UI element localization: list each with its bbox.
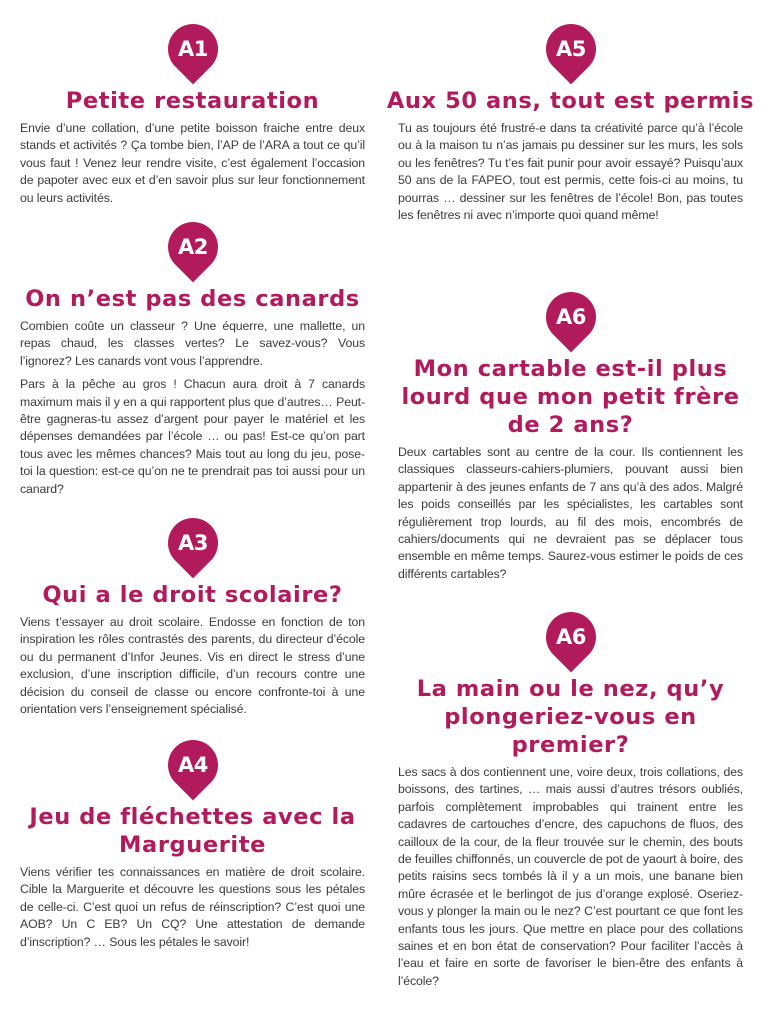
activity-description: Combien coûte un classeur ? Une équerre, une mallette, un repas chaud, les classes vertes? Le savez-vous? Vous l’ignorez? Les canards vont vous l’apprendre. (20, 319, 365, 368)
activity-title: Mon cartable est-il plus lourd que mon petit frère de 2 ans? (401, 356, 740, 438)
activity-a5 (386, 24, 755, 230)
activity-badge: A2 (177, 235, 208, 259)
activity-badge: A6 (555, 305, 586, 329)
activity-a6-cartable (398, 292, 743, 589)
location-pin-icon (157, 508, 228, 579)
activity-title: La main ou le nez, qu’y plongeriez-vous en premier? (416, 676, 725, 758)
location-pin-icon (535, 14, 606, 85)
location-pin-icon (157, 730, 228, 801)
activity-title: Aux 50 ans, tout est permis (386, 88, 755, 114)
activity-a6-main-nez (398, 612, 743, 996)
location-pin-icon (535, 282, 606, 353)
activity-description: Deux cartables sont au centre de la cour. Ils contiennent les classiques classeurs-cahiers-plumiers, pouvant aussi bien appartenir à des jeunes enfants de 7 ans qu’à des ados. Malgré les poids conseillés par les spécialistes, les cartables sont régulièrement trop lourds, au fil des mois, encombrés de cahiers/documents qui ne devraient pas se déplacer tous ensemble en même temps. Saurez-vous estimer le poids de ces différents cartables? (398, 445, 743, 581)
activity-badge: A3 (177, 531, 208, 555)
activity-description: Envie d’une collation, d’une petite boisson fraiche entre deux stands et activités ? Ça tombe bien, l’AP de l’ARA a tout ce qu’il vous faut ! Venez leur rendre visite, c’est également l’occasion de papoter avec eux et d’en savoir plus sur leur fonctionnement ou leurs activités. (20, 121, 365, 205)
location-pin-icon (157, 14, 228, 85)
activity-title: On n’est pas des canards (25, 286, 360, 312)
activity-title: Qui a le droit scolaire? (42, 582, 343, 608)
activity-description: Les sacs à dos contiennent une, voire deux, trois collations, des boissons, des tartines, … mais aussi d’autres trésors oubliés, parfois complètement improbables qui trainent entre les cadavres de cartouches d’encre, des capuchons de fluos, des cailloux de la cour, de la fleur trouvée sur le chemin, des bouts de feuilles chiffonnés, un couvercle de pot de yaourt à boire, des petits raisins secs tombés là il y a un mois, une banane bien mûre écrasée et le berlingot de jus d’orange explosé. Oseriez-vous y plonger la main ou le nez? C’est pourtant ce que font les enfants tous les jours. Que mettre en place pour des collations saines et en bon état de conservation? Pour faciliter l’accès à l’eau et faire en sorte de favoriser le bien-être des enfants à l’école? (398, 765, 743, 988)
activity-badge: A4 (177, 753, 208, 777)
location-pin-icon (157, 212, 228, 283)
activity-title: Jeu de fléchettes avec la Marguerite (29, 804, 356, 858)
activity-description: Pars à la pêche au gros ! Chacun aura droit à 7 canards maximum mais il y en a qui rapportent plus que d’autres… Peut-être gagneras-tu assez d’argent pour payer le matériel et les dépenses demandées par l’école … ou pas! Est-ce qu’on part tous avec les mêmes chances? Mais tout au long du jeu, pose-toi la question: est-ce qu’on ne te prendrait pas toi aussi pour un canard? (20, 377, 365, 496)
activity-a1 (20, 24, 365, 213)
activity-badge: A5 (555, 37, 586, 61)
activity-a4 (20, 740, 365, 957)
activity-badge: A1 (177, 37, 208, 61)
activity-description: Viens vérifier tes connaissances en matière de droit scolaire. Cible la Marguerite et découvre les questions sous les pétales de celle-ci. C’est quoi un refus de réinscription? C’est quoi une AOB? Un C EB? Un CQ? Une attestation de demande d’inscription? … Sous les pétales le savoir! (20, 865, 365, 949)
activity-description: Viens t’essayer au droit scolaire. Endosse en fonction de ton inspiration les rôles contrastés des parents, du directeur d’école ou du permanent d’Infor Jeunes. Vis en direct le stress d’une exclusion, d’une inscription difficile, d’un recours contre une décision du conseil de classe ou encore confronte-toi à une orientation vers l’enseignement spécialisé. (20, 615, 365, 717)
activity-a2 (20, 222, 365, 504)
activity-title: Petite restauration (65, 88, 320, 114)
activity-a3 (20, 518, 365, 724)
activity-description: Tu as toujours été frustré-e dans ta créativité parce qu’à l’école ou à la maison tu n’as jamais pu dessiner sur les murs, les sols ou les fenêtres? Tu t’es fait punir pour avoir essayé? Puisqu’aux 50 ans de la FAPEO, tout est permis, cette fois-ci au moins, tu pourras … dessiner sur les fenêtres de l’école! Bon, pas toutes les fenêtres ni avec n’importe quoi quand même! (398, 121, 743, 223)
location-pin-icon (535, 602, 606, 673)
activity-badge: A6 (555, 625, 586, 649)
